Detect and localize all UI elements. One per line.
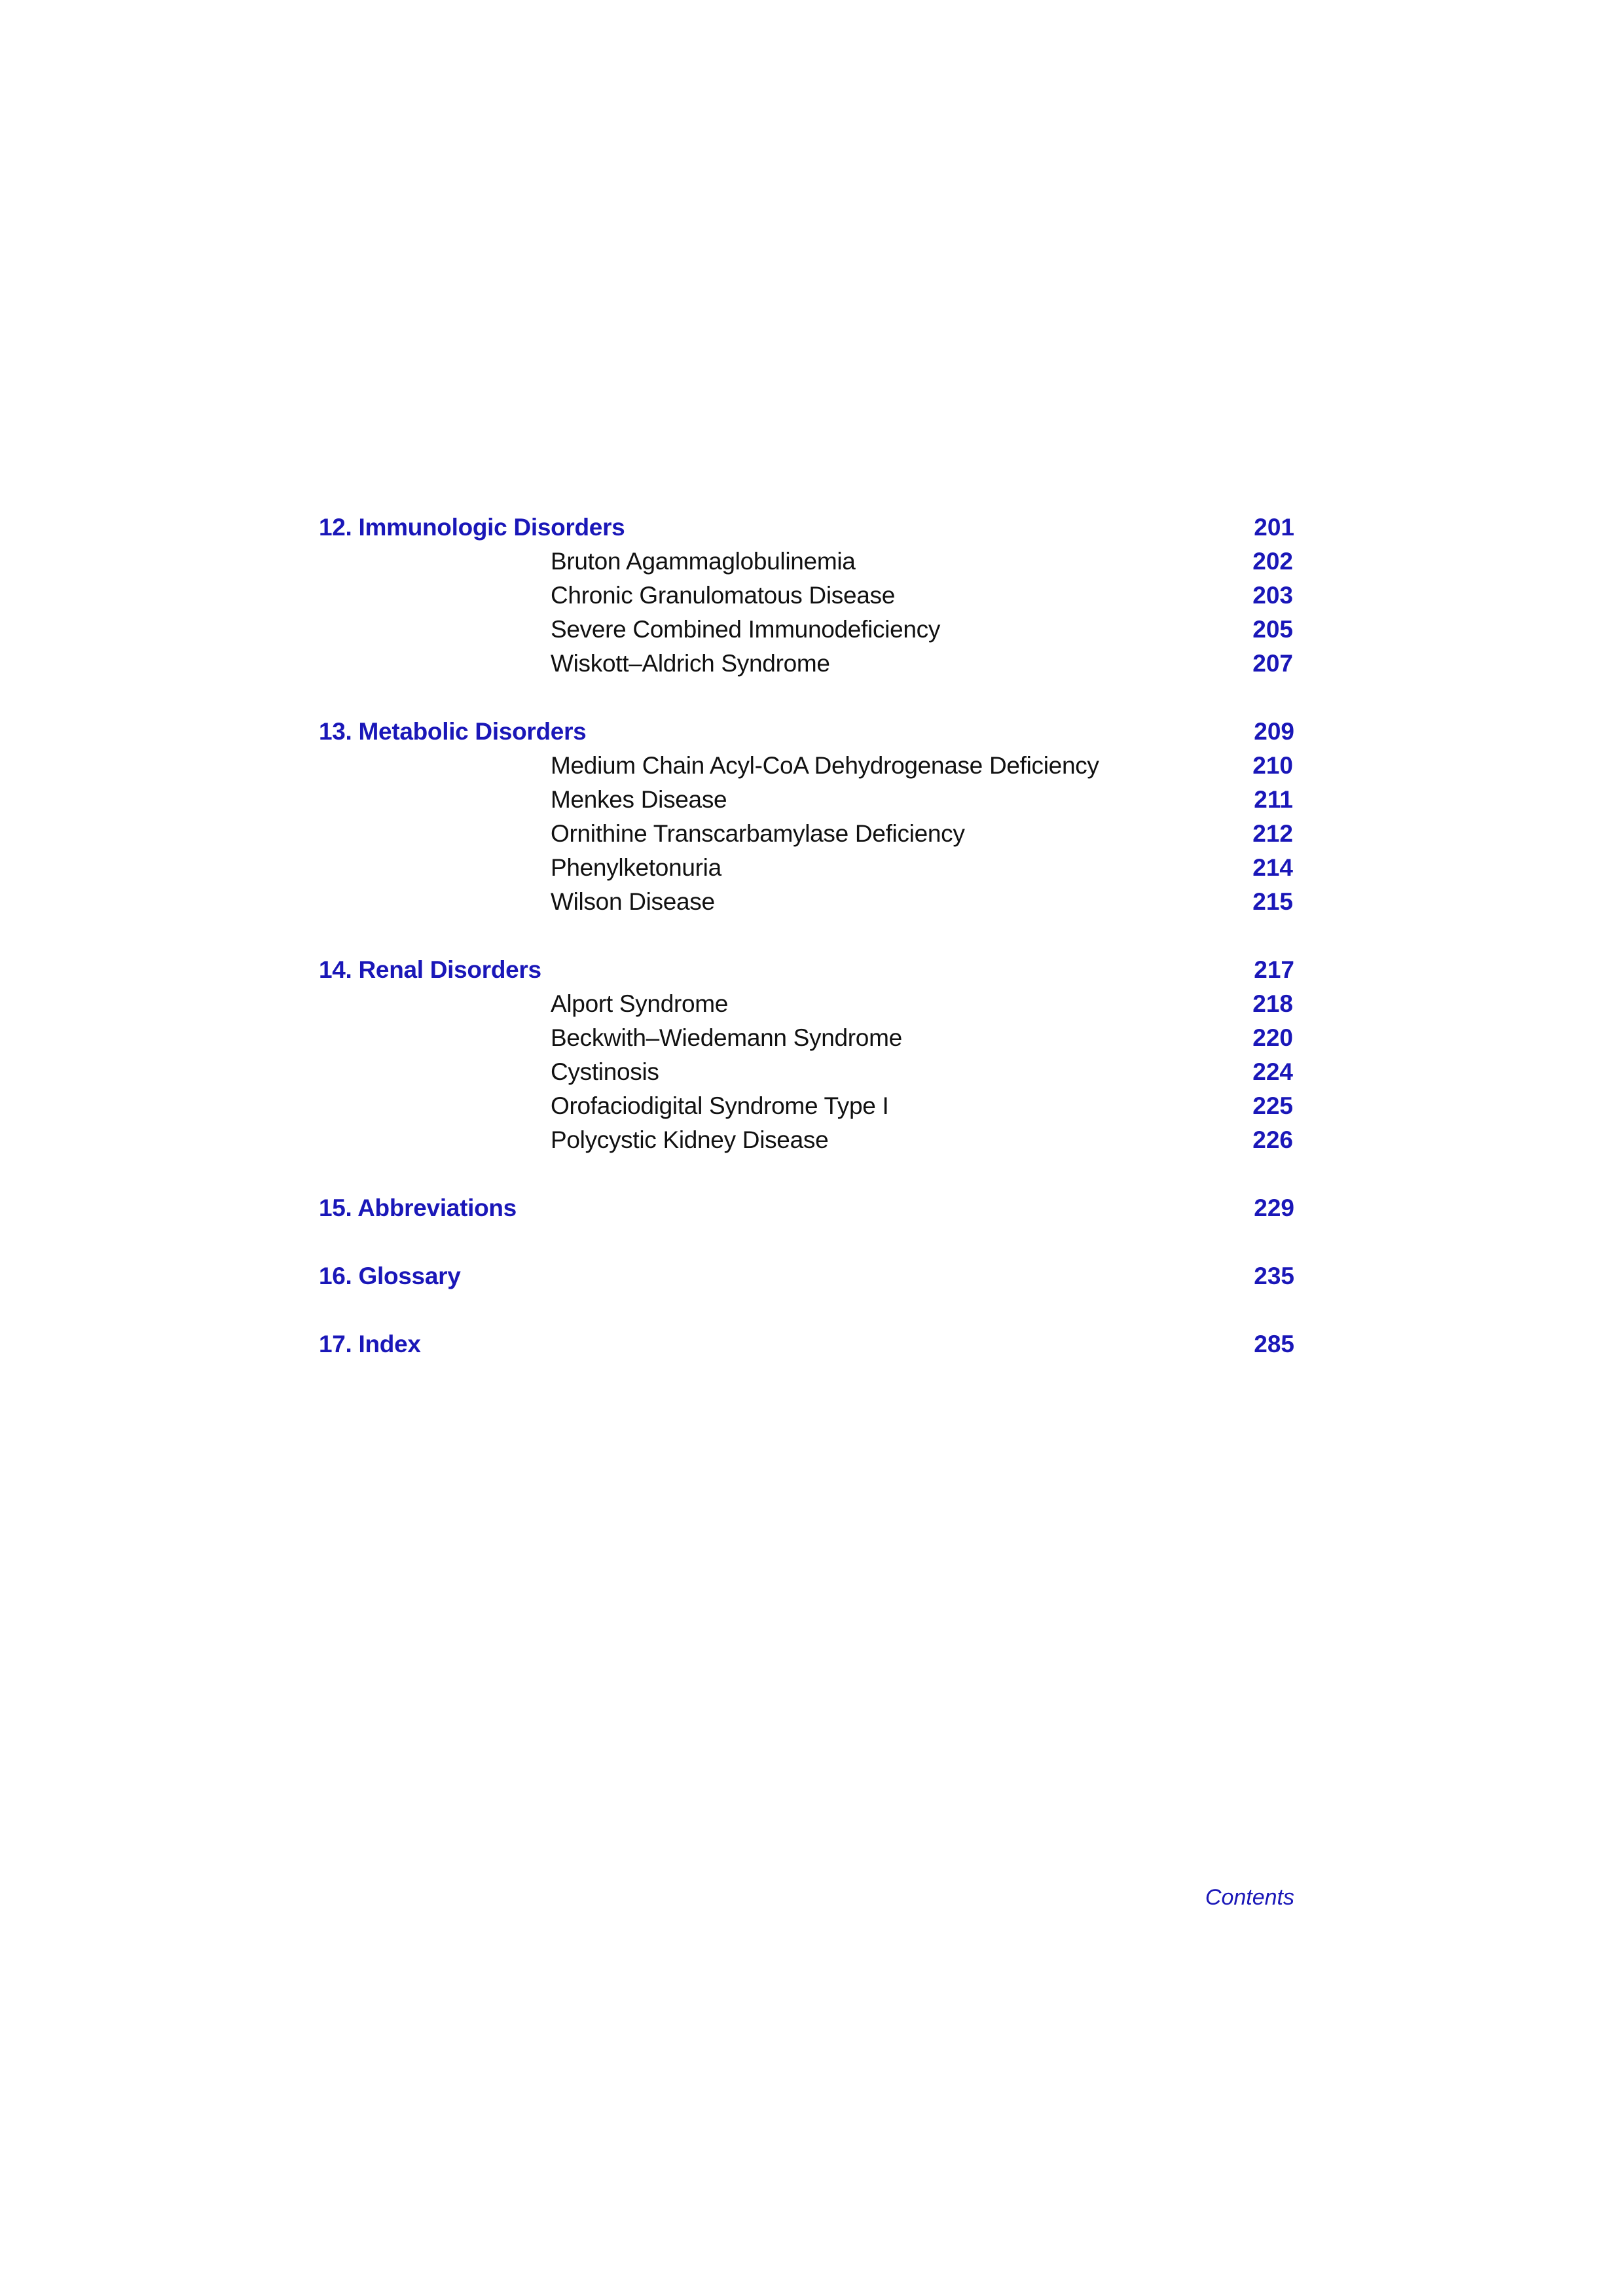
entry-row[interactable] — [319, 613, 1294, 647]
entry-row[interactable] — [319, 647, 1294, 681]
entry-page-number: 215 — [1252, 888, 1293, 915]
toc-section — [319, 715, 1294, 919]
entry-row[interactable] — [319, 749, 1294, 783]
entry-row[interactable] — [319, 987, 1294, 1021]
chapter-title: 14. Renal Disorders — [319, 956, 541, 983]
entry-title: Chronic Granulomatous Disease — [551, 582, 895, 609]
entry-title: Wiskott–Aldrich Syndrome — [551, 650, 830, 677]
entry-row[interactable] — [319, 851, 1294, 885]
running-footer: Contents — [1205, 1885, 1294, 1910]
entry-title: Beckwith–Wiedemann Syndrome — [551, 1024, 902, 1051]
entry-title: Cystinosis — [551, 1058, 659, 1085]
toc-section — [319, 1259, 1294, 1293]
chapter-title: 16. Glossary — [319, 1263, 461, 1289]
chapter-row[interactable] — [319, 1259, 1294, 1293]
entry-page-number: 224 — [1252, 1058, 1293, 1085]
toc-section — [319, 953, 1294, 1157]
chapter-title: 15. Abbreviations — [319, 1194, 517, 1221]
chapter-page-number: 209 — [1254, 718, 1294, 745]
entry-page-number: 207 — [1252, 650, 1293, 677]
toc-section — [319, 1327, 1294, 1361]
entry-title: Alport Syndrome — [551, 990, 729, 1017]
entry-row[interactable] — [319, 579, 1294, 613]
chapter-row[interactable] — [319, 715, 1294, 749]
entry-page-number: 203 — [1252, 582, 1293, 609]
entry-title: Severe Combined Immunodeficiency — [551, 616, 941, 643]
entry-page-number: 226 — [1252, 1126, 1293, 1153]
entry-title: Polycystic Kidney Disease — [551, 1126, 829, 1153]
entry-title: Ornithine Transcarbamylase Deficiency — [551, 820, 965, 847]
entry-page-number: 220 — [1252, 1024, 1293, 1051]
toc-section — [319, 511, 1294, 681]
entry-page-number: 212 — [1252, 820, 1293, 847]
chapter-page-number: 201 — [1254, 514, 1294, 541]
entry-page-number: 211 — [1254, 786, 1293, 813]
chapter-page-number: 235 — [1254, 1263, 1294, 1289]
entry-page-number: 225 — [1252, 1092, 1293, 1119]
chapter-row[interactable] — [319, 511, 1294, 545]
entry-title: Wilson Disease — [551, 888, 715, 915]
entry-row[interactable] — [319, 1089, 1294, 1123]
entry-page-number: 202 — [1252, 548, 1293, 575]
entry-row[interactable] — [319, 1123, 1294, 1157]
entry-row[interactable] — [319, 885, 1294, 919]
chapter-row[interactable] — [319, 1327, 1294, 1361]
entry-row[interactable] — [319, 545, 1294, 579]
chapter-row[interactable] — [319, 1191, 1294, 1225]
entry-title: Menkes Disease — [551, 786, 727, 813]
entry-page-number: 205 — [1252, 616, 1293, 643]
entry-row[interactable] — [319, 1055, 1294, 1089]
chapter-page-number: 285 — [1254, 1331, 1294, 1357]
entry-page-number: 210 — [1252, 752, 1293, 779]
entry-page-number: 214 — [1252, 854, 1293, 881]
entry-title: Orofaciodigital Syndrome Type I — [551, 1092, 889, 1119]
table-of-contents — [319, 511, 1294, 1395]
entry-title: Medium Chain Acyl-CoA Dehydrogenase Deficiency — [551, 752, 1099, 779]
entry-page-number: 218 — [1252, 990, 1293, 1017]
chapter-page-number: 229 — [1254, 1194, 1294, 1221]
entry-title: Bruton Agammaglobulinemia — [551, 548, 856, 575]
chapter-title: 13. Metabolic Disorders — [319, 718, 587, 745]
entry-row[interactable] — [319, 783, 1294, 817]
chapter-title: 17. Index — [319, 1331, 421, 1357]
chapter-title: 12. Immunologic Disorders — [319, 514, 625, 541]
entry-row[interactable] — [319, 1021, 1294, 1055]
chapter-page-number: 217 — [1254, 956, 1294, 983]
entry-row[interactable] — [319, 817, 1294, 851]
toc-section — [319, 1191, 1294, 1225]
chapter-row[interactable] — [319, 953, 1294, 987]
entry-title: Phenylketonuria — [551, 854, 721, 881]
